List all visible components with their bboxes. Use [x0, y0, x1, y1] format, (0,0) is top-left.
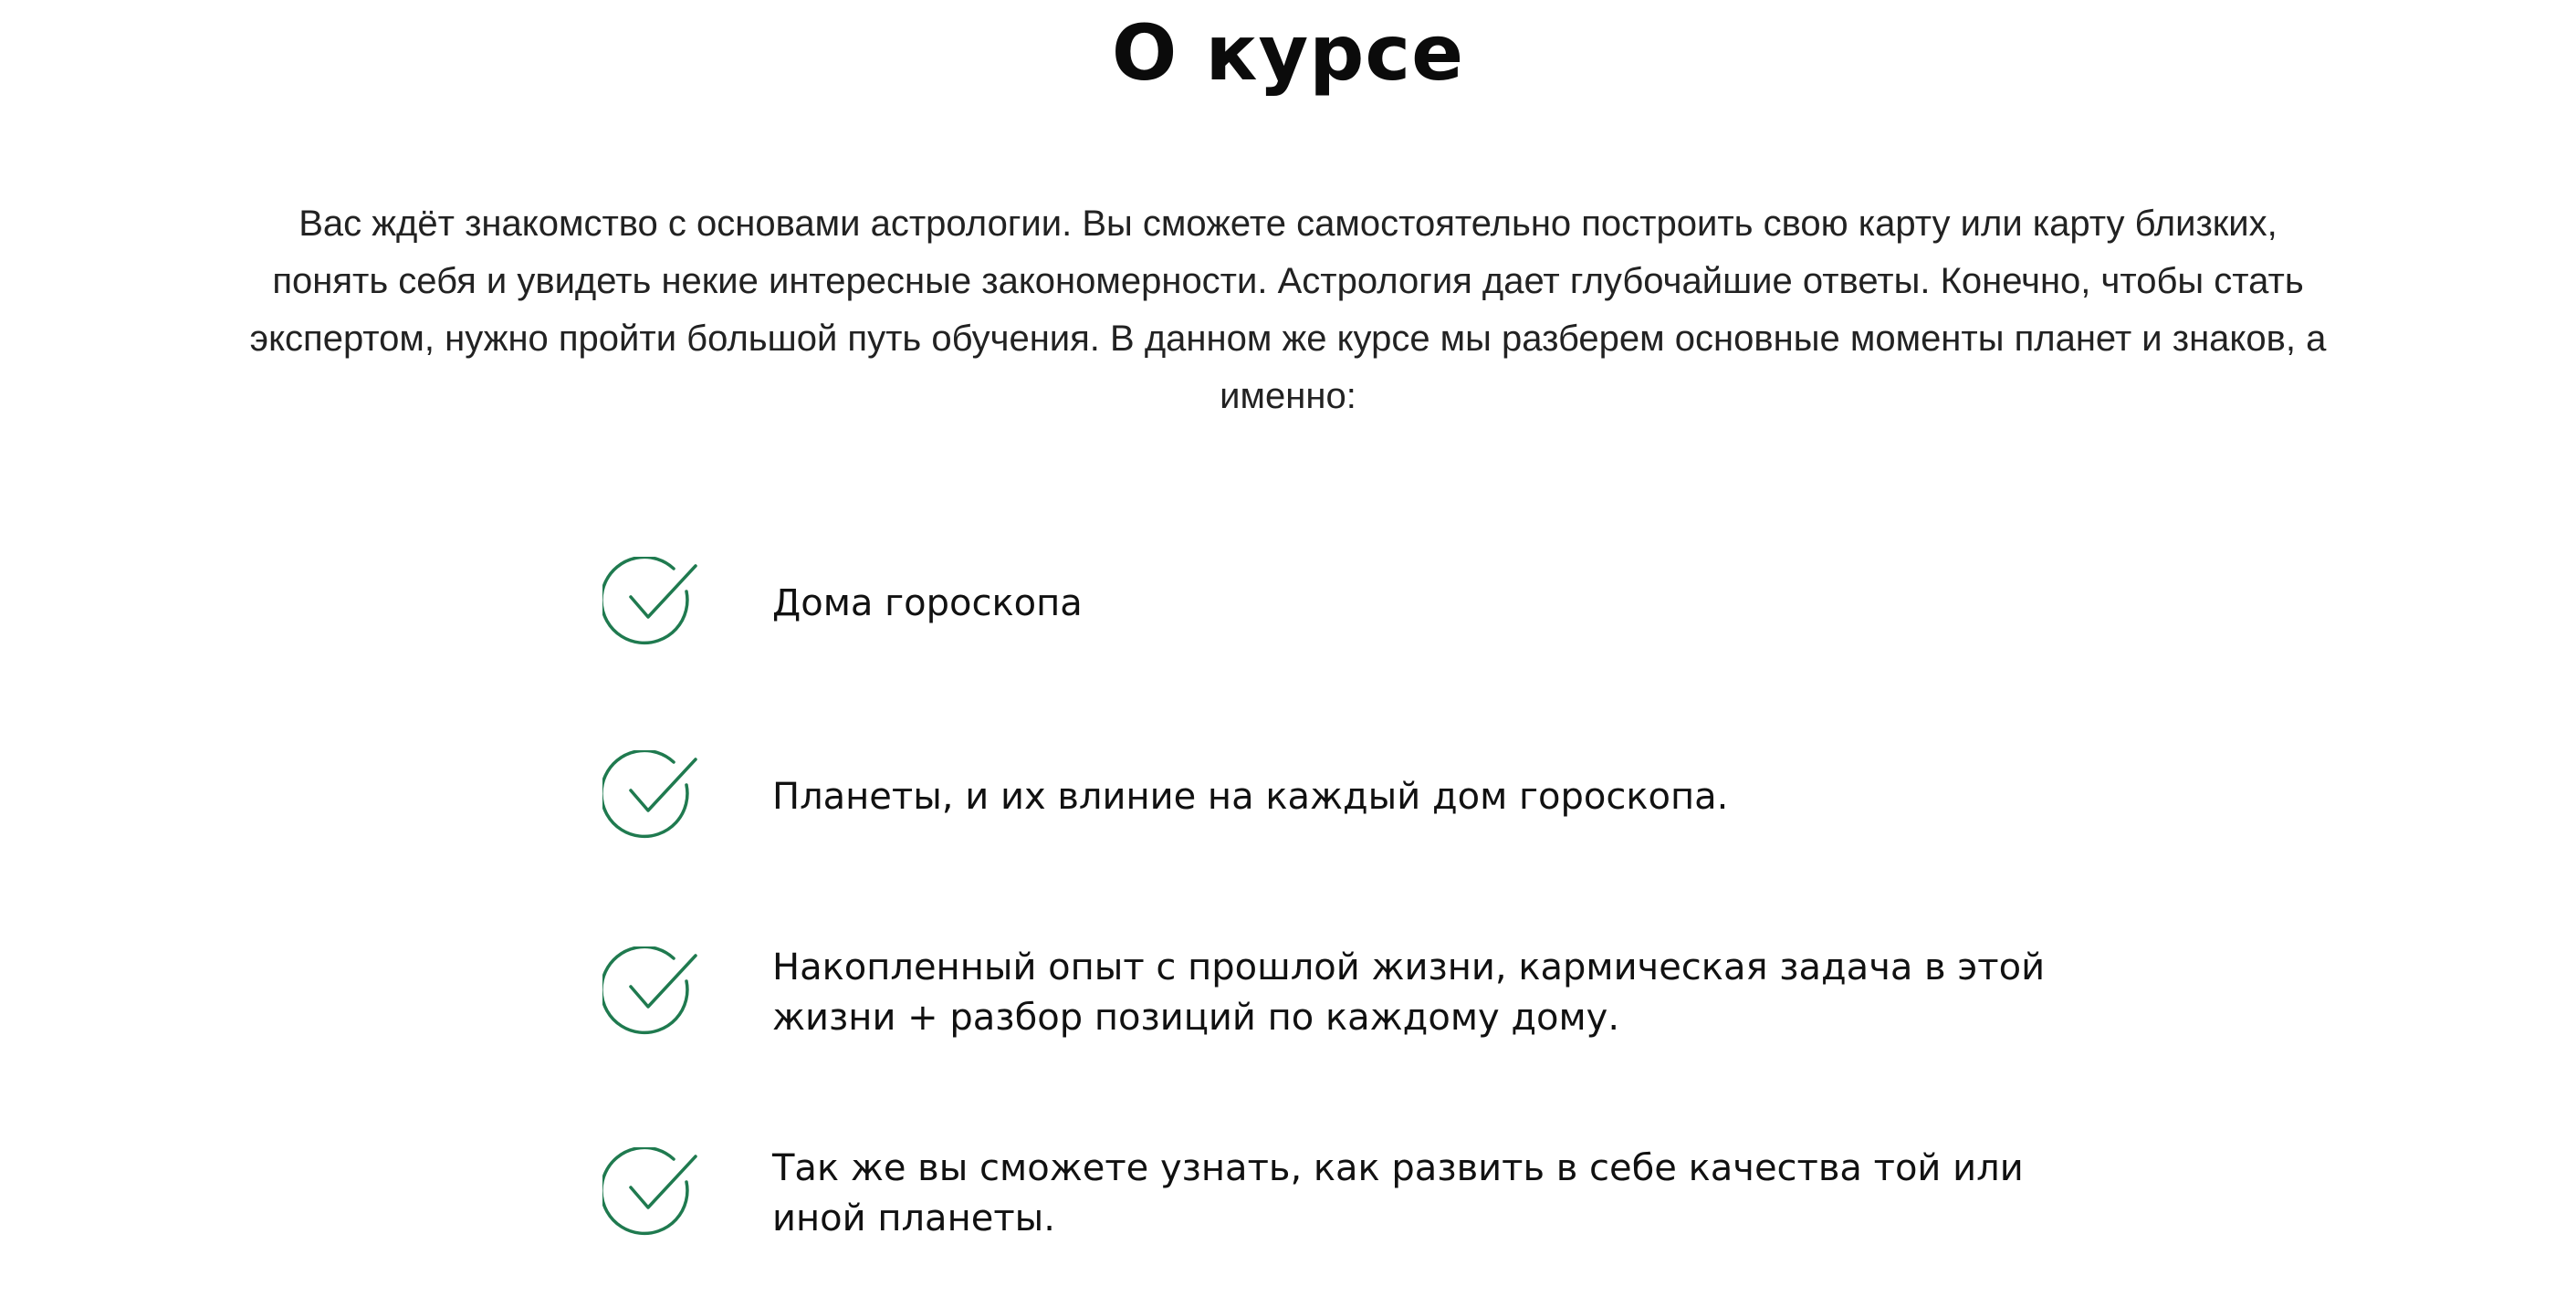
feature-text: Так же вы сможете узнать, как развить в себе качества той или иной планеты.	[772, 1147, 2024, 1239]
feature-text: Дома гороскопа	[772, 582, 1083, 624]
feature-item	[602, 750, 2154, 851]
check-circle-icon	[602, 557, 697, 652]
section-title: О курсе	[1111, 8, 1465, 98]
course-intro-text: Вас ждёт знакомство с основами астрологии. Вы сможете самостоятельно построить свою карту или карту близких, понять себя и увидеть некие интересные закономерности. Астрология дает глубочайшие ответы. Конечно, чтобы стать экспертом, нужно пройти большой путь обучения. В данном же курсе мы разберем основные моменты планет и знаков, а именно:	[249, 204, 2327, 416]
feature-text: Планеты, и их влиние на каждый дом гороскопа.	[772, 776, 1729, 818]
check-circle-icon	[602, 1147, 697, 1242]
check-circle-icon	[602, 750, 697, 845]
feature-item	[602, 557, 2154, 657]
feature-item	[602, 1147, 2154, 1248]
check-circle-icon	[602, 946, 697, 1041]
feature-text: Накопленный опыт с прошлой жизни, кармическая задача в этой жизни + разбор позиций по каждому дому.	[772, 946, 2046, 1039]
feature-item	[602, 946, 2154, 1047]
